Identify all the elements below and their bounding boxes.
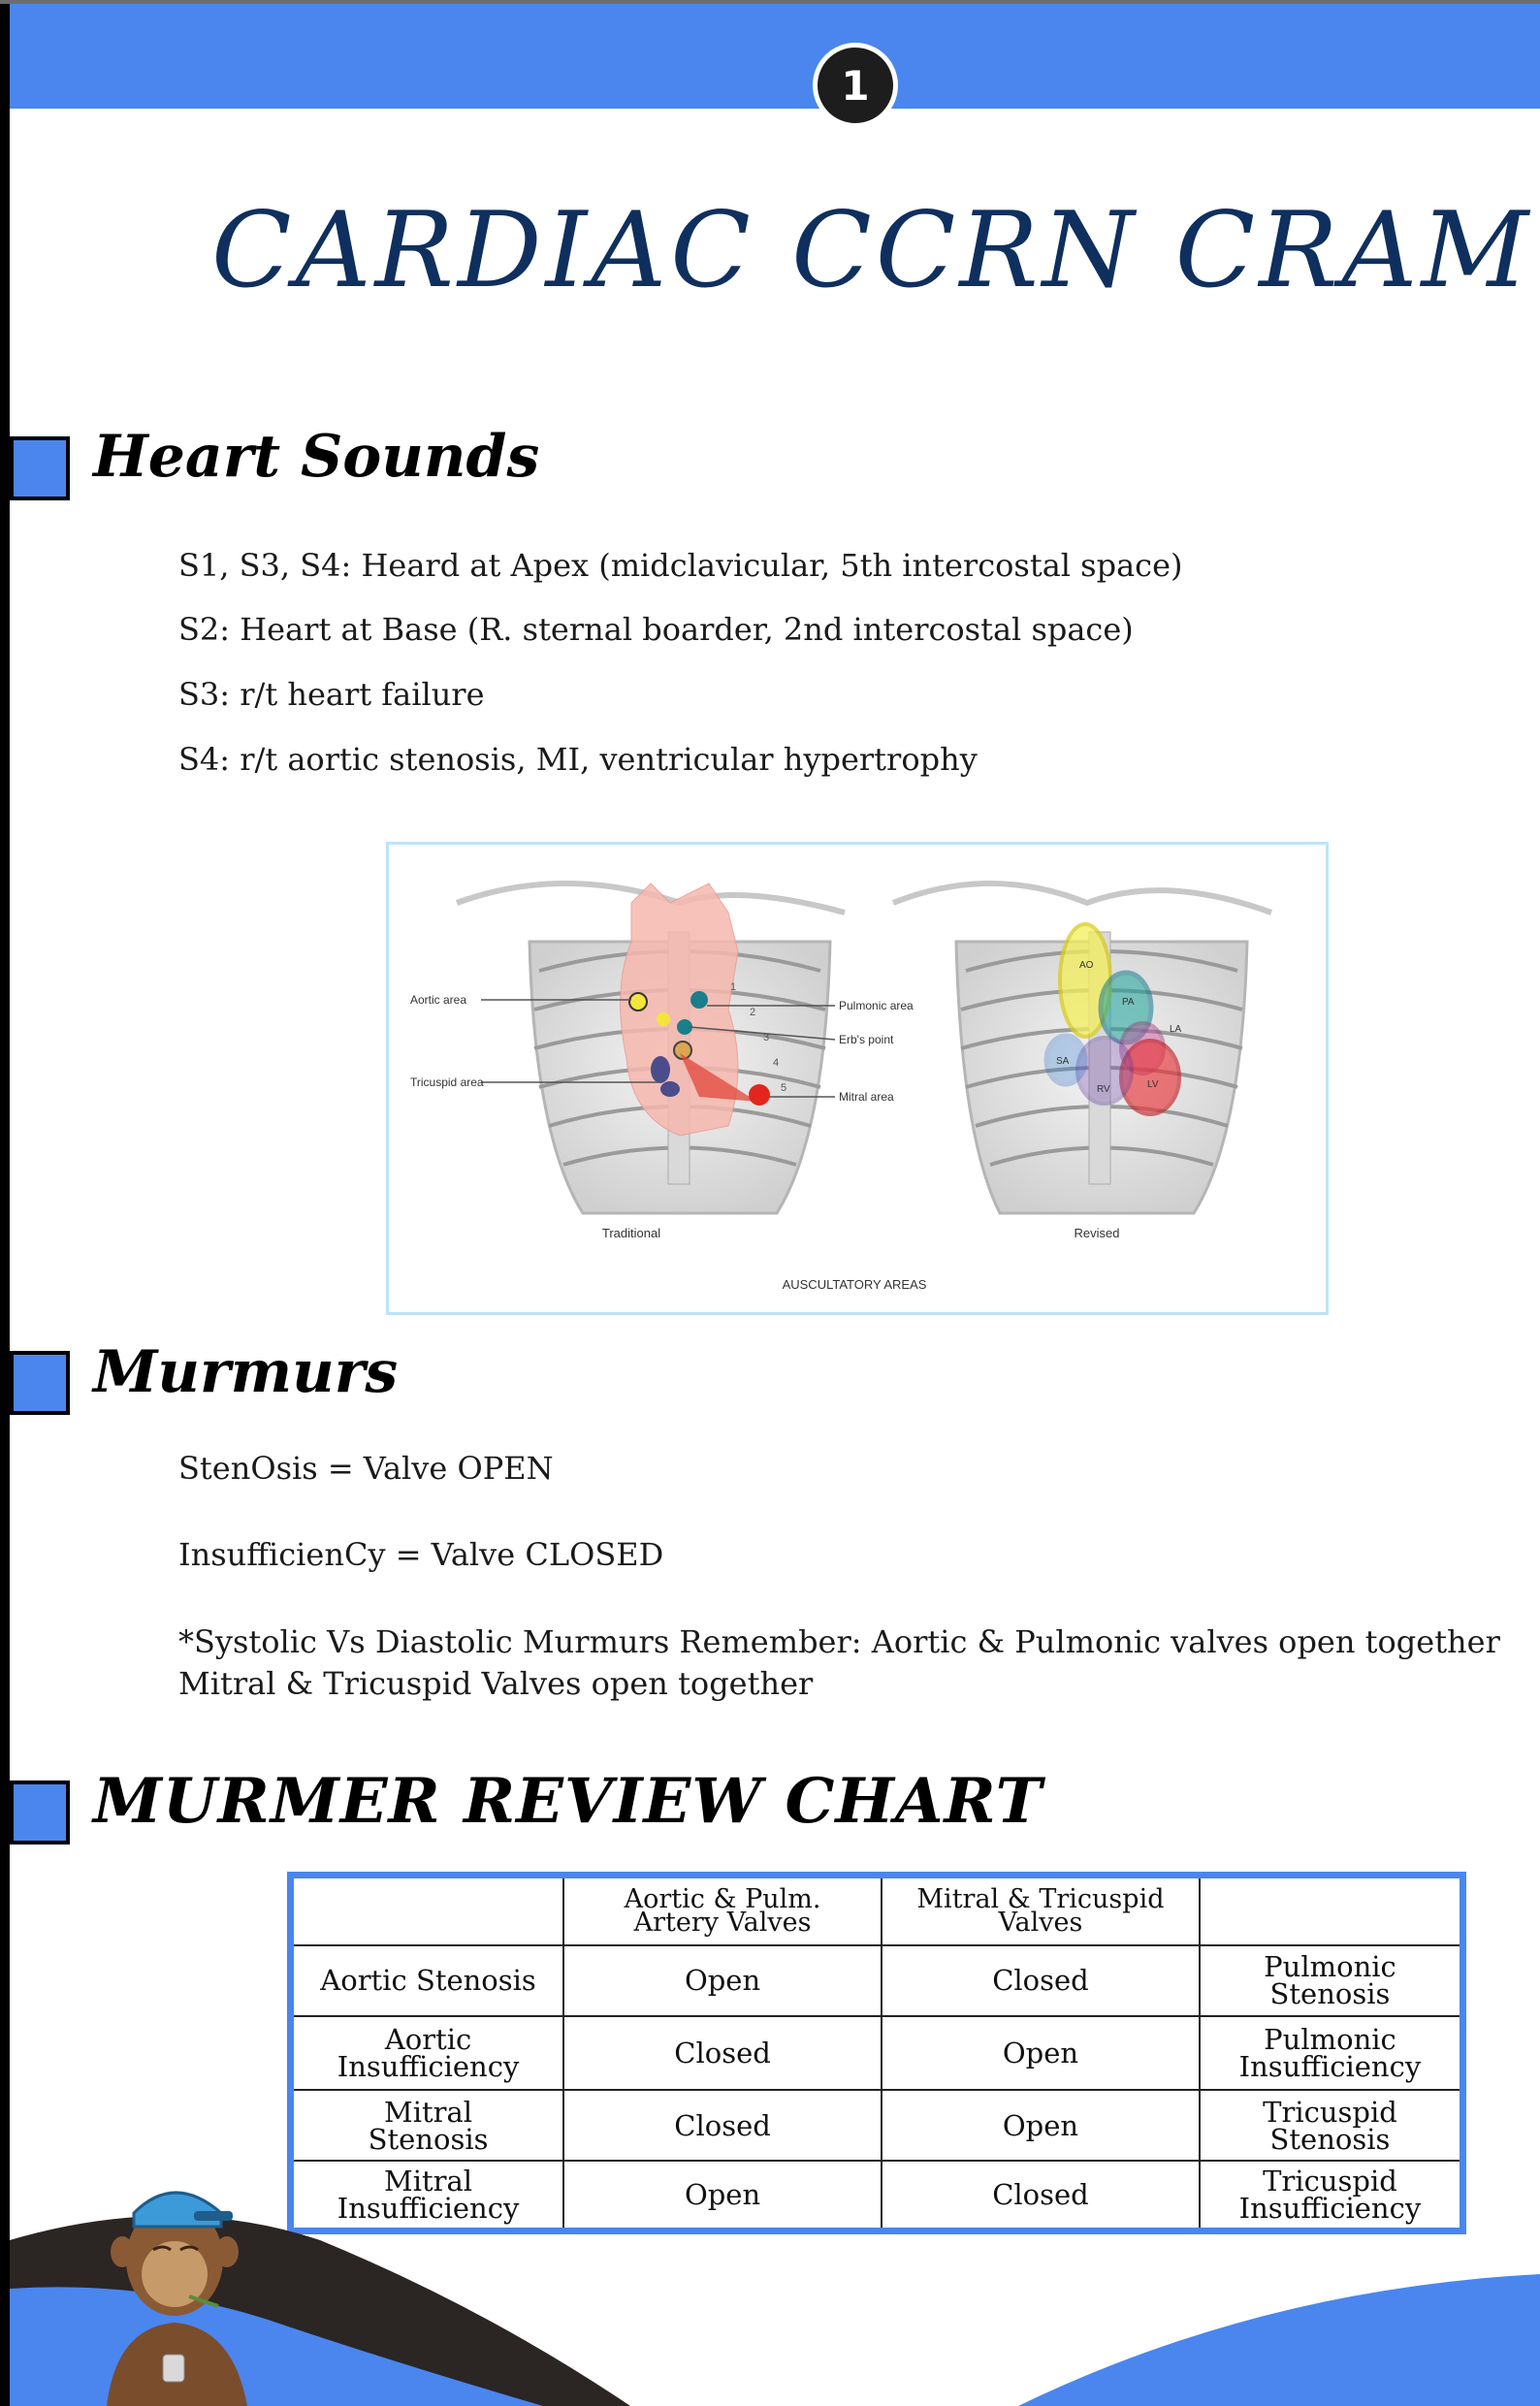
header-band (10, 0, 1540, 109)
table-cell: Mitral Stenosis (291, 2090, 564, 2161)
revised-label-sa: SA (1056, 1056, 1070, 1067)
revised-label: Revised (1074, 1226, 1120, 1240)
heart-sound-line-4: S4: r/t aortic stenosis, MI, ventricular hypertrophy (178, 741, 978, 778)
revised-label-pa: PA (1122, 997, 1135, 1008)
heart-sound-line-1: S1, S3, S4: Heard at Apex (midclavicular, 5th intercostal space) (178, 547, 1183, 584)
rib-number-2: 2 (750, 1007, 756, 1018)
table-cell: Mitral Insufficiency (291, 2161, 564, 2231)
table-cell: Open (882, 2090, 1200, 2161)
review-chart-marker (10, 1780, 70, 1845)
page-title: CARDIAC CCRN CRAM (211, 190, 1533, 311)
murmur-line-1: StenOsis = Valve OPEN (178, 1450, 554, 1487)
callout-tricuspid-area: Tricuspid area (410, 1075, 484, 1089)
callout-aortic-area: Aortic area (410, 993, 467, 1007)
traditional-ribcage (457, 883, 845, 1213)
table-cell: Aortic Stenosis (291, 1945, 564, 2016)
bottom-decoration (0, 2133, 1540, 2406)
revised-ribcage (893, 883, 1271, 1213)
traditional-label: Traditional (601, 1226, 661, 1240)
revised-label-ao: AO (1079, 960, 1094, 971)
table-header-cell (1200, 1876, 1463, 1946)
heart-sound-line-3: S3: r/t heart failure (178, 676, 485, 713)
blue-swoosh-right (1018, 2274, 1540, 2406)
revised-label-la: LA (1170, 1024, 1182, 1035)
table-cell: Open (563, 2161, 882, 2231)
table-cell: Tricuspid Insufficiency (1200, 2161, 1463, 2231)
table-cell: Pulmonic Insufficiency (1200, 2016, 1463, 2091)
diagram-caption: AUSCULTATORY AREAS (782, 1277, 927, 1292)
table-header-cell (291, 1876, 564, 1946)
table-cell: Aortic Insufficiency (291, 2016, 564, 2091)
murmur-line-2: InsufficienCy = Valve CLOSED (178, 1536, 664, 1573)
murmurs-heading: Murmurs (93, 1338, 399, 1406)
heart-sounds-marker (10, 436, 70, 500)
table-cell: Closed (563, 2090, 882, 2161)
rib-number-4: 4 (773, 1057, 780, 1069)
revised-label-lv: LV (1147, 1079, 1159, 1090)
murmurs-marker (10, 1351, 70, 1415)
review-chart-heading: MURMER REVIEW CHART (93, 1765, 1043, 1838)
murmur-line-3: *Systolic Vs Diastolic Murmurs Remember: Aortic & Pulmonic valves open together (178, 1623, 1500, 1660)
header-edge (0, 0, 1540, 4)
table-cell: Pulmonic Stenosis (1200, 1945, 1463, 2016)
callout-pulmonic-area: Pulmonic area (839, 999, 914, 1012)
table-cell: Closed (882, 1945, 1200, 2016)
table-cell: Open (882, 2016, 1200, 2091)
table-header-row (291, 1876, 1463, 1946)
table-row (291, 2016, 1463, 2091)
table-row (291, 1945, 1463, 2016)
rib-number-1: 1 (730, 981, 737, 993)
rib-number-3: 3 (763, 1032, 770, 1043)
table-cell: Tricuspid Stenosis (1200, 2090, 1463, 2161)
callout-mitral-area: Mitral area (839, 1090, 894, 1104)
table-header-cell: Mitral & Tricuspid Valves (882, 1876, 1200, 1946)
table-cell: Open (563, 1945, 882, 2016)
auscultatory-illustration (389, 845, 1326, 1312)
revised-label-rv: RV (1097, 1084, 1110, 1095)
heart-sound-line-2: S2: Heart at Base (R. sternal boarder, 2nd intercostal space) (178, 611, 1134, 648)
callout-erbs-point: Erb's point (839, 1033, 894, 1046)
page-number-badge: 1 (813, 43, 898, 128)
auscultatory-diagram (386, 842, 1329, 1315)
table-cell: Closed (882, 2161, 1200, 2231)
rib-number-5: 5 (781, 1082, 787, 1094)
heart-sounds-heading: Heart Sounds (93, 423, 540, 491)
murmur-line-4: Mitral & Tricuspid Valves open together (178, 1665, 814, 1702)
left-edge-bar (0, 0, 10, 2406)
table-header-cell: Aortic & Pulm. Artery Valves (563, 1876, 882, 1946)
table-cell: Closed (563, 2016, 882, 2091)
